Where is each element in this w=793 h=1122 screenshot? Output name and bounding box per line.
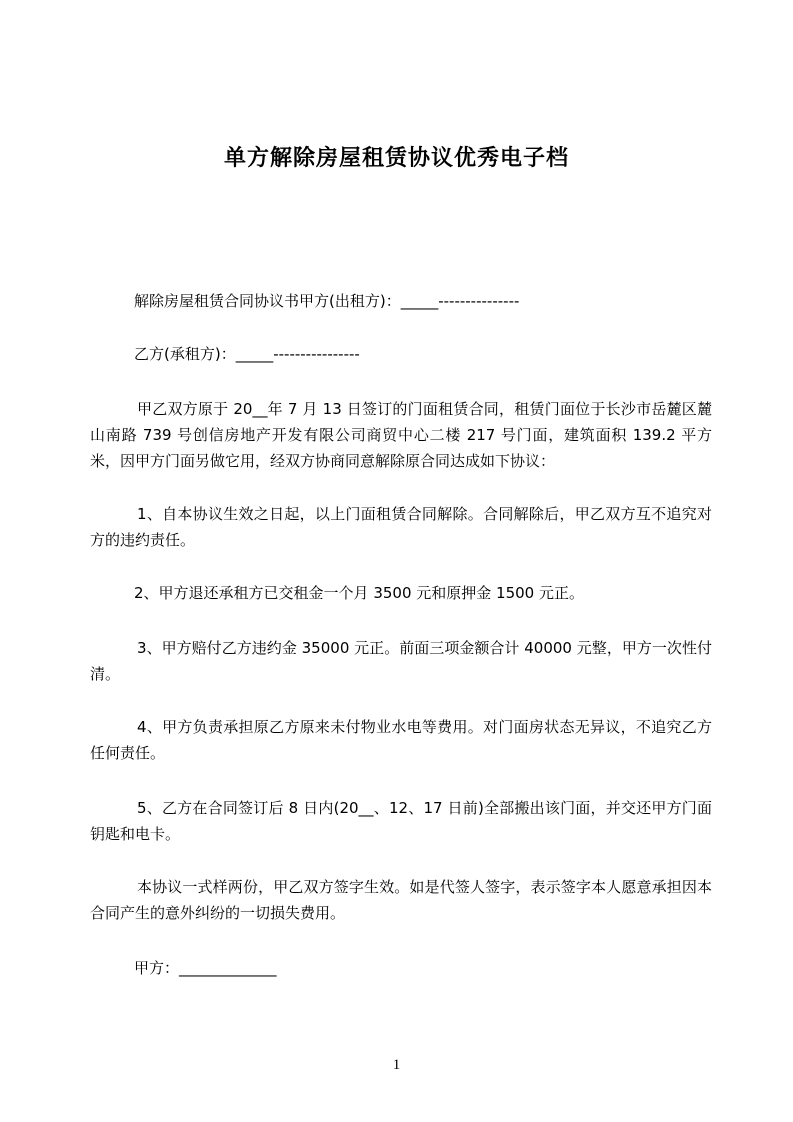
party-b-line: 乙方(承租方)：_____---------------- <box>134 345 360 363</box>
clause-4: 4、甲方负责承担原乙方原来未付物业水电等费用。对门面房状态无异议，不追究乙方任何责任。 <box>90 718 712 762</box>
clause-1: 1、自本协议生效之日起，以上门面租赁合同解除。合同解除后，甲乙双方互不追究对方的违约责任。 <box>90 505 712 549</box>
closing-paragraph: 本协议一式样两份，甲乙双方签字生效。如是代签人签字，表示签字本人愿意承担因本合同产生的意外纠纷的一切损失费用。 <box>90 878 712 922</box>
clause-5: 5、乙方在合同签订后 8 日内(20__、12、17 日前)全部搬出该门面，并交还甲方门面钥匙和电卡。 <box>90 799 712 843</box>
party-a-signature-line: 甲方：_____________ <box>134 959 277 977</box>
header-line-party-a: 解除房屋租赁合同协议书甲方(出租方)：_____--------------- <box>134 292 520 310</box>
intro-paragraph: 甲乙双方原于 20__年 7 月 13 日签订的门面租赁合同，租赁门面位于长沙市岳麓区麓山南路 739 号创信房地产开发有限公司商贸中心二楼 217 号门面，建筑面积 139.2 平方米，因甲方门面另做它用，经双方协商同意解除原合同达成如下协议： <box>90 400 712 470</box>
clause-2: 2、甲方退还承租方已交租金一个月 3500 元和原押金 1500 元正。 <box>134 584 584 602</box>
clause-3: 3、甲方赔付乙方违约金 35000 元正。前面三项金额合计 40000 元整，甲方一次性付清。 <box>90 639 712 683</box>
page-number: 1 <box>392 1057 401 1073</box>
document-title: 单方解除房屋租赁协议优秀电子档 <box>223 146 569 171</box>
